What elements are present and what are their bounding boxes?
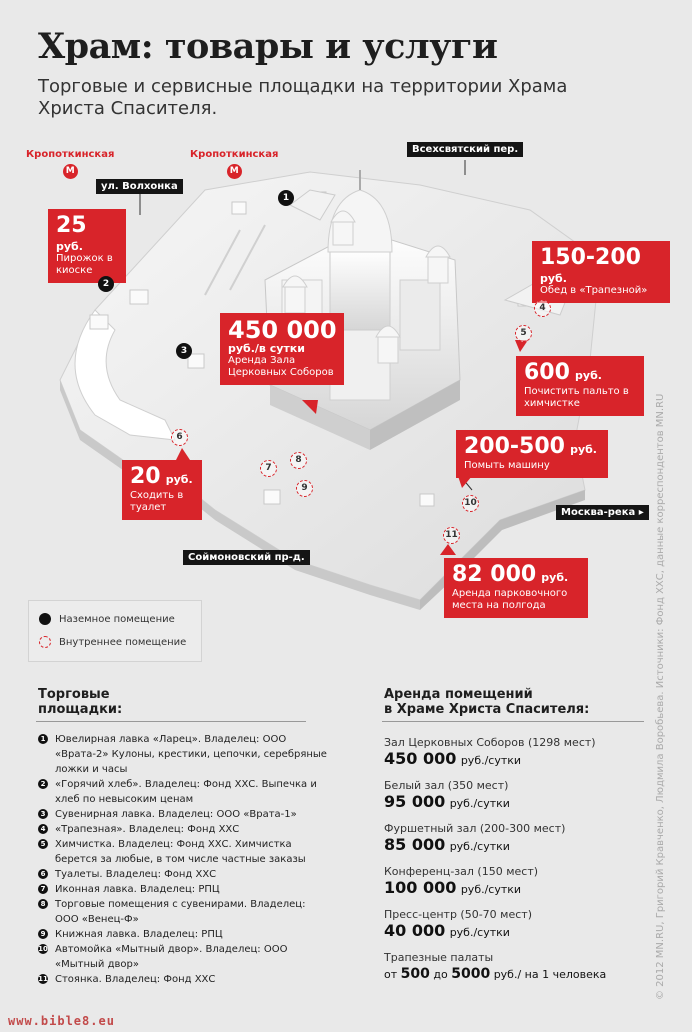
marker-number-icon: 3	[38, 809, 48, 819]
location-marker-6[interactable]: 6	[171, 429, 188, 446]
street-label-soymonovsky: Соймоновский пр-д.	[183, 550, 310, 565]
rent-price-unit: руб./сутки	[460, 754, 522, 767]
price-amount: 20	[130, 464, 161, 489]
rent-price-unit: руб./сутки	[449, 926, 510, 939]
list-item	[38, 972, 328, 987]
trade-heading	[38, 687, 122, 717]
rent-item-name: Фуршетный зал (200-300 мест)	[384, 822, 566, 835]
list-item	[38, 897, 328, 927]
rent-item-price	[384, 922, 634, 942]
marker-number-icon: 4	[38, 824, 48, 834]
list-item	[38, 927, 328, 942]
price-unit: руб.	[570, 443, 597, 456]
price-description: Аренда Зала Церковных Соборов	[228, 355, 334, 378]
price-description: Пирожок в киоске	[56, 253, 113, 276]
list-item	[38, 882, 328, 897]
list-item-text: «Трапезная». Владелец: Фонд ХХС	[55, 824, 240, 835]
dashed-dot-icon	[39, 636, 51, 648]
map-legend	[28, 600, 202, 662]
rent-item-name: Конференц-зал (150 мест)	[384, 865, 539, 878]
price-description: Сходить в туалет	[130, 490, 184, 513]
location-marker-9[interactable]: 9	[296, 480, 313, 497]
legend-row-ground	[39, 613, 175, 625]
list-item-text: Стоянка. Владелец: Фонд ХХС	[55, 974, 216, 985]
rent-price-max: 5000	[451, 966, 491, 982]
location-marker-1[interactable]: 1	[278, 190, 294, 206]
page-title: Храм: товары и услуги	[38, 26, 498, 67]
metro-station-right	[190, 149, 278, 179]
rent-price-amount: 100 000	[384, 878, 457, 897]
metro-station-left	[26, 149, 114, 179]
marker-number-icon: 7	[38, 884, 48, 894]
marker-number-icon: 6	[38, 869, 48, 879]
rent-item	[384, 736, 634, 770]
metro-station-name: Кропоткинская	[190, 149, 279, 160]
metro-station-name: Кропоткинская	[26, 149, 115, 160]
price-callout-dry-cleaning	[516, 356, 644, 416]
rent-price-amount: 40 000	[384, 921, 446, 940]
price-unit: руб.	[165, 473, 193, 486]
marker-number-icon: 8	[38, 899, 48, 909]
marker-number-icon: 5	[38, 839, 48, 849]
rent-item-name: Пресс-центр (50-70 мест)	[384, 908, 532, 921]
trade-heading-line: Торговые	[38, 687, 110, 702]
rent-item-name: Трапезные палаты	[384, 951, 494, 964]
street-label-text: Москва-река	[561, 507, 636, 518]
list-item-text: «Горячий хлеб». Владелец: Фонд ХХС. Выпечка и хлеб по невысоким ценам	[55, 779, 317, 805]
rent-price-amount: 450 000	[384, 749, 457, 768]
rent-item-name: Зал Церковных Соборов (1298 мест)	[384, 736, 596, 749]
location-marker-8[interactable]: 8	[290, 452, 307, 469]
price-amount: 200-500	[464, 434, 565, 459]
metro-icon: М	[227, 164, 242, 179]
list-item	[38, 822, 328, 837]
list-item-text: Автомойка «Мытный двор». Владелец: ООО «Мытный двор»	[55, 944, 288, 970]
temple-map	[0, 130, 692, 670]
price-unit: руб.	[575, 369, 602, 382]
list-item	[38, 732, 328, 777]
rent-heading-line: Аренда помещений	[384, 687, 533, 702]
price-unit: руб.	[56, 240, 83, 253]
page-subtitle: Торговые и сервисные площадки на территории Храма Христа Спасителя.	[38, 76, 568, 119]
marker-number-icon: 11	[38, 975, 48, 983]
location-marker-10[interactable]: 10	[462, 495, 479, 512]
location-marker-7[interactable]: 7	[260, 460, 277, 477]
rent-item-price	[384, 750, 634, 770]
price-unit: руб./в сутки	[228, 342, 305, 355]
price-callout-hall-rent	[220, 313, 344, 385]
rent-item-price	[384, 793, 634, 813]
price-description: Помыть машину	[464, 460, 550, 471]
list-item-text: Сувенирная лавка. Владелец: ООО «Врата-1»	[55, 809, 297, 820]
price-unit: руб.	[540, 272, 567, 285]
marker-number-icon: 9	[38, 929, 48, 939]
rent-price-amount: 85 000	[384, 835, 446, 854]
marker-number-icon: 2	[38, 779, 48, 789]
rent-price-unit: руб./сутки	[449, 840, 510, 853]
list-item-text: Ювелирная лавка «Ларец». Владелец: ООО «Врата-2» Кулоны, крестики, цепочки, серебряные ложки и часы	[55, 734, 327, 775]
price-unit: руб.	[541, 571, 569, 584]
price-amount: 150-200	[540, 245, 641, 270]
watermark-text: www.bible8.eu	[8, 1014, 115, 1028]
rent-item	[384, 865, 634, 899]
rent-price-min: 500	[400, 966, 430, 982]
list-item	[38, 867, 328, 882]
legend-label: Внутреннее помещение	[59, 637, 187, 648]
list-item-text: Книжная лавка. Владелец: РПЦ	[55, 929, 223, 940]
rent-item-price	[384, 879, 634, 899]
trade-list	[38, 732, 328, 987]
marker-number-icon: 10	[38, 945, 48, 953]
street-label-vsekhsvyatsky: Всехсвятский пер.	[407, 142, 523, 157]
location-marker-5[interactable]: 5	[515, 325, 532, 342]
list-item	[38, 807, 328, 822]
price-callout-toilet	[122, 460, 202, 520]
list-item-text: Химчистка. Владелец: Фонд ХХС. Химчистка берется за любые, в том числе частные заказы	[55, 839, 306, 865]
rent-list	[384, 736, 634, 993]
marker-number-icon: 1	[38, 734, 48, 744]
location-marker-3[interactable]: 3	[176, 343, 192, 359]
list-item	[38, 942, 328, 972]
rent-item	[384, 951, 634, 984]
street-label-volkhonka: ул. Волхонка	[96, 179, 183, 194]
solid-dot-icon	[39, 613, 51, 625]
trade-heading-line: площадки:	[38, 702, 123, 717]
price-amount: 600	[524, 360, 570, 385]
rent-item	[384, 779, 634, 813]
rent-heading	[384, 687, 589, 717]
list-item	[38, 777, 328, 807]
price-callout-car-wash	[456, 430, 608, 478]
location-marker-11[interactable]: 11	[443, 527, 460, 544]
metro-icon: М	[63, 164, 78, 179]
price-callout-pirozhok	[48, 209, 126, 283]
rent-heading-line: в Храме Христа Спасителя:	[384, 702, 590, 717]
location-marker-2[interactable]: 2	[98, 276, 114, 292]
divider	[36, 721, 306, 722]
rent-item	[384, 908, 634, 942]
rent-range-from: от	[384, 968, 398, 981]
rent-range-to: до	[433, 968, 448, 981]
rent-price-unit: руб./сутки	[449, 797, 510, 810]
legend-label: Наземное помещение	[59, 614, 175, 625]
legend-row-inner	[39, 636, 186, 648]
price-callout-parking	[444, 558, 588, 618]
rent-price-unit: руб./ на 1 человека	[493, 968, 607, 981]
rent-item-name: Белый зал (350 мест)	[384, 779, 509, 792]
price-callout-lunch	[532, 241, 670, 303]
rent-item-price	[384, 965, 634, 984]
list-item-text: Торговые помещения с сувенирами. Владелец: ООО «Венец-Ф»	[55, 899, 306, 925]
list-item-text: Иконная лавка. Владелец: РПЦ	[55, 884, 220, 895]
location-marker-4[interactable]: 4	[534, 300, 551, 317]
rent-item-price	[384, 836, 634, 856]
street-label-moskva-reka	[556, 505, 649, 520]
list-item	[38, 837, 328, 867]
price-amount: 25	[56, 213, 87, 238]
rent-price-amount: 95 000	[384, 792, 446, 811]
price-amount: 450 000	[228, 316, 337, 344]
arrow-right-icon: ▸	[638, 507, 644, 518]
price-amount: 82 000	[452, 562, 537, 587]
rent-price-unit: руб./сутки	[460, 883, 522, 896]
price-description: Почистить пальто в химчистке	[524, 386, 629, 409]
price-description: Обед в «Трапезной»	[540, 285, 648, 296]
rent-item	[384, 822, 634, 856]
list-item-text: Туалеты. Владелец: Фонд ХХС	[55, 869, 217, 880]
divider	[382, 721, 644, 722]
price-description: Аренда парковочного места на полгода	[452, 588, 568, 611]
copyright-note: © 2012 MN.RU, Григорий Кравченко, Людмила Воробьева. Источники: Фонд ХХС, данные корреспондентов MN.RU	[655, 393, 666, 1000]
